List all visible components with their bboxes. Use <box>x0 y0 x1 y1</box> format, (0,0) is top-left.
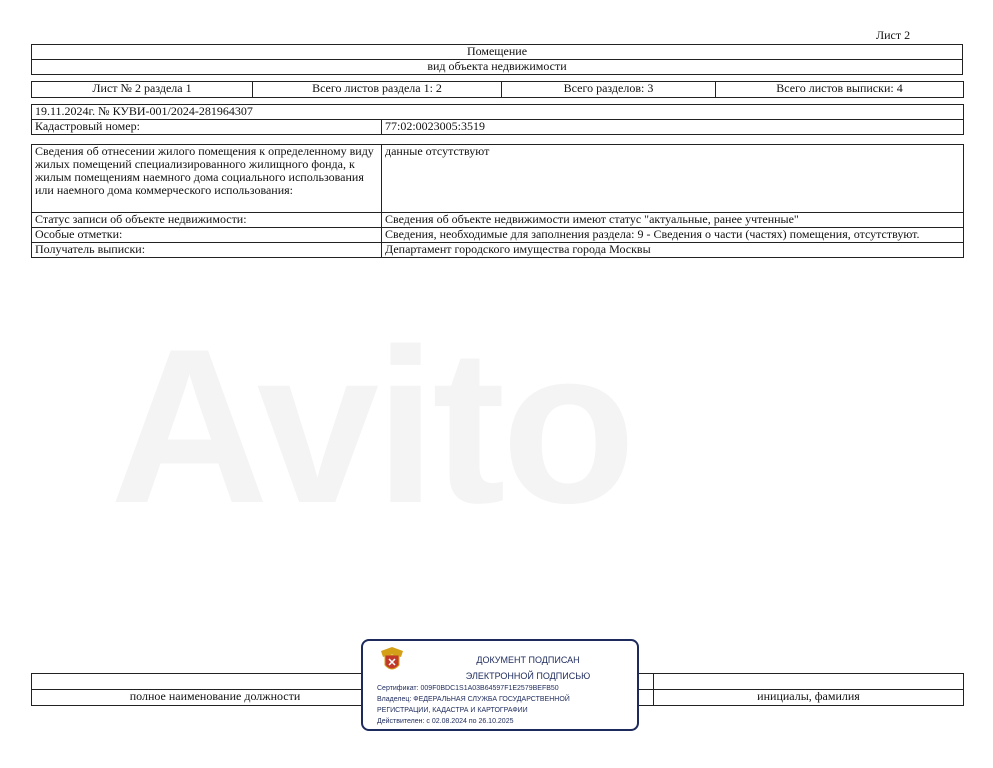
stamp-certificate: Сертификат: 009F0BDC1S1A03B64597F1E2579BEFB50 <box>377 685 559 692</box>
info-value: Сведения, необходимые для заполнения раздела: 9 - Сведения о части (частях) помещения, отсутствуют. <box>382 228 964 243</box>
stamp-subtitle: ЭЛЕКТРОННОЙ ПОДПИСЬЮ <box>465 671 591 681</box>
object-subtitle: вид объекта недвижимости <box>32 60 963 75</box>
table-row <box>32 145 964 213</box>
sheet-label: Лист 2 <box>876 28 911 42</box>
object-title: Помещение <box>32 45 963 60</box>
table-row <box>32 213 964 228</box>
sheet-number-cell: Лист № 2 раздела 1 <box>32 82 253 98</box>
table-row <box>32 228 964 243</box>
name-label: инициалы, фамилия <box>654 690 964 706</box>
table-row <box>32 243 964 258</box>
info-table <box>31 144 964 258</box>
info-label: Получатель выписки: <box>32 243 382 258</box>
stamp-owner-continued: РЕГИСТРАЦИИ, КАДАСТРА И КАРТОГРАФИИ <box>377 707 528 714</box>
sheets-info-row <box>31 81 964 98</box>
rosreestr-emblem-icon <box>377 645 407 675</box>
cadastral-label: Кадастровый номер: <box>32 120 382 135</box>
total-sheets-section-cell: Всего листов раздела 1: 2 <box>253 82 502 98</box>
info-value: Департамент городского имущества города Москвы <box>382 243 964 258</box>
total-sections-cell: Всего разделов: 3 <box>502 82 716 98</box>
object-type-header <box>31 44 963 75</box>
request-table <box>31 104 964 135</box>
info-label: Особые отметки: <box>32 228 382 243</box>
stamp-owner: Владелец: ФЕДЕРАЛЬНАЯ СЛУЖБА ГОСУДАРСТВЕННОЙ <box>377 696 570 703</box>
electronic-signature-stamp <box>361 639 639 731</box>
position-label: полное наименование должности <box>32 690 399 706</box>
stamp-title: ДОКУМЕНТ ПОДПИСАН <box>476 655 580 665</box>
info-value: Сведения об объекте недвижимости имеют статус "актуальные, ранее учтенные" <box>382 213 964 228</box>
cadastral-value: 77:02:0023005:3519 <box>382 120 964 135</box>
info-value: данные отсутствуют <box>382 145 964 213</box>
info-label: Сведения об отнесении жилого помещения к определенному виду жилых помещений специализированного жилищного фонда, к жилым помещениям наемного дома социального использования или наемного дома коммерческого использования: <box>32 145 382 213</box>
avito-watermark: Avito <box>110 303 632 549</box>
info-label: Статус записи об объекте недвижимости: <box>32 213 382 228</box>
request-number: 19.11.2024г. № КУВИ-001/2024-281964307 <box>32 105 964 120</box>
stamp-validity: Действителен: с 02.08.2024 по 26.10.2025 <box>377 718 514 725</box>
total-sheets-extract-cell: Всего листов выписки: 4 <box>716 82 964 98</box>
